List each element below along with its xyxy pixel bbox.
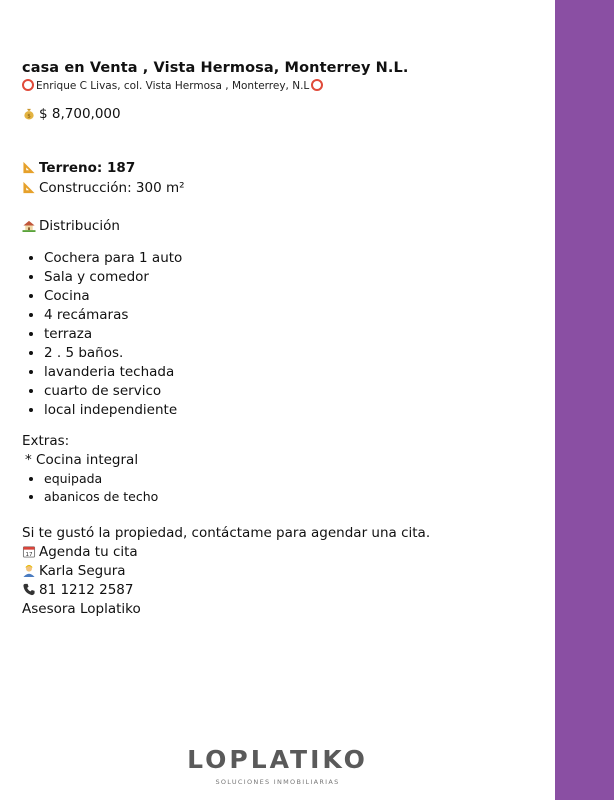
construccion <box>22 179 542 197</box>
phone-number[interactable]: 81 1212 2587 <box>39 582 134 598</box>
red-ring-icon <box>22 79 34 91</box>
contact-intro: Si te gustó la propiedad, contáctame para agendar una cita. <box>22 525 431 541</box>
extras-cocina: * Cocina integral <box>25 452 139 468</box>
distribucion-list <box>22 249 542 420</box>
list-item: • 4 recámaras <box>44 306 542 325</box>
triangular-ruler-icon <box>22 181 36 194</box>
list-item: • 2 . 5 baños. <box>44 344 542 363</box>
listing-address <box>22 79 542 93</box>
extras-label: Extras: <box>22 433 70 449</box>
list-item: • local independiente <box>44 401 542 420</box>
contact-agenda <box>22 543 542 562</box>
triangular-ruler-icon <box>22 161 36 174</box>
agent-icon <box>22 564 36 577</box>
list-item: • Cochera para 1 auto <box>44 249 542 268</box>
list-item: • equipada <box>44 470 542 488</box>
list-item: • Cocina <box>44 287 542 306</box>
agent-role: Asesora Loplatiko <box>22 601 141 617</box>
price-text: $ 8,700,000 <box>39 106 121 122</box>
list-item: • terraza <box>44 325 542 344</box>
logo-wordmark: LOPLATIKO <box>187 745 368 774</box>
agenda-text: Agenda tu cita <box>39 544 138 560</box>
house-garden-icon <box>22 219 36 232</box>
terreno-text: Terreno: 187 <box>39 160 136 176</box>
list-item: • lavanderia techada <box>44 363 542 382</box>
svg-text:17: 17 <box>25 552 33 558</box>
money-bag-icon <box>22 107 36 120</box>
calendar-icon <box>22 545 36 558</box>
extras-list <box>22 470 542 506</box>
logo-tagline: SOLUCIONES INMOBILIARIAS <box>215 778 340 786</box>
contact-agent <box>22 562 542 581</box>
contact-phone <box>22 581 542 600</box>
list-item: • cuarto de servico <box>44 382 542 401</box>
listing-price <box>22 105 542 123</box>
red-ring-icon <box>311 79 323 91</box>
list-item: • abanicos de techo <box>44 488 542 506</box>
phone-icon <box>22 583 36 596</box>
svg-text:$: $ <box>27 113 31 120</box>
listing-title: casa en Venta , Vista Hermosa, Monterrey N.L. <box>22 60 409 76</box>
address-text: Enrique C Livas, col. Vista Hermosa , Monterrey, N.L <box>36 80 310 92</box>
terreno <box>22 159 542 177</box>
distribucion-heading <box>22 217 542 235</box>
distribucion-label: Distribución <box>39 218 120 234</box>
listing-content <box>22 58 542 619</box>
list-item: • Sala y comedor <box>44 268 542 287</box>
purple-sidebar <box>555 0 614 800</box>
construccion-text: Construcción: 300 m² <box>39 180 185 196</box>
brand-logo <box>0 745 555 787</box>
contact-block <box>22 524 542 619</box>
agent-name: Karla Segura <box>39 563 126 579</box>
